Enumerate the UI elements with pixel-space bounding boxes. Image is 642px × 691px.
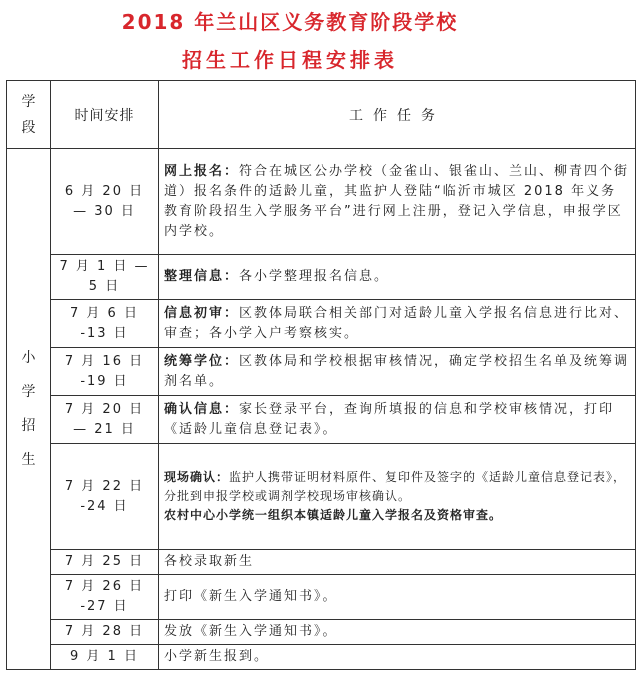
row-time: 7 月 22 日 -24 日: [51, 444, 159, 550]
task-label: 统筹学位：: [164, 353, 240, 369]
table-row: [7, 348, 636, 396]
row-task: [159, 645, 636, 670]
row-time: 7 月 26 日 -27 日: [51, 575, 159, 620]
task-label: 信息初审：: [164, 305, 240, 321]
table-row: [7, 149, 636, 255]
row-task: [159, 575, 636, 620]
table-row: [7, 550, 636, 575]
task-label: 确认信息：: [164, 401, 240, 417]
task-label: 整理信息：: [164, 269, 240, 284]
table-row: [7, 255, 636, 300]
row-time: 6 月 20 日 — 30 日: [51, 149, 159, 255]
document-subtitle: 招生工作日程安排表: [182, 48, 398, 72]
task-text: 小学新生报到。: [164, 649, 270, 664]
task-label: 网上报名：: [164, 163, 240, 179]
header-time: 时间安排: [51, 81, 159, 149]
row-time: 9 月 1 日: [51, 645, 159, 670]
schedule-table: [6, 80, 636, 670]
row-time: 7 月 1 日 —5 日: [51, 255, 159, 300]
row-task: [159, 396, 636, 444]
row-task: [159, 149, 636, 255]
table-row: [7, 575, 636, 620]
row-time: 7 月 6 日 -13 日: [51, 300, 159, 348]
row-task: [159, 444, 636, 550]
table-row: [7, 444, 636, 550]
task-text: 打印《新生入学通知书》。: [164, 589, 338, 604]
task-text: 家长登录平台，查询所填报的信息和学校审核情况，打印《适龄儿童信息登记表》。: [164, 401, 615, 437]
task-note: 农村中心小学统一组织本镇适龄儿童入学报名及资格审查。: [164, 508, 503, 522]
row-time: 7 月 28 日: [51, 620, 159, 645]
row-task: [159, 255, 636, 300]
row-task: [159, 620, 636, 645]
row-time: 7 月 20 日 — 21 日: [51, 396, 159, 444]
task-text: 发放《新生入学通知书》。: [164, 624, 338, 639]
row-task: [159, 550, 636, 575]
task-text: 符合在城区公办学校（金雀山、银雀山、兰山、柳青四个街道）报名条件的适龄儿童，其监护人登陆“临沂市城区 2018 年义务教育阶段招生入学服务平台”进行网上注册，登记入学信息，申报学区内学校。: [164, 163, 630, 239]
table-row: [7, 620, 636, 645]
task-text: 区教体局和学校根据审核情况，确定学校招生名单及统筹调剂名单。: [164, 353, 630, 389]
document-title: 2018 年兰山区义务教育阶段学校: [121, 10, 459, 34]
stage-cell: [7, 149, 51, 670]
task-text: 各小学整理报名信息。: [239, 269, 390, 284]
table-header-row: [7, 81, 636, 149]
row-task: [159, 348, 636, 396]
row-time: 7 月 25 日: [51, 550, 159, 575]
table-row: [7, 645, 636, 670]
task-label: 现场确认：: [164, 470, 230, 484]
header-stage: 学段: [7, 81, 51, 149]
row-time: 7 月 16 日 -19 日: [51, 348, 159, 396]
task-text: 各校录取新生: [164, 554, 255, 569]
table-row: [7, 396, 636, 444]
table-row: [7, 300, 636, 348]
row-task: [159, 300, 636, 348]
header-task: 工作任务: [159, 81, 636, 149]
stage-label: 小学招生: [21, 350, 36, 468]
task-text: 监护人携带证明材料原件、复印件及签字的《适龄儿童信息登记表》，分批到申报学校或调剂学校现场审核确认。: [164, 470, 627, 503]
task-text: 区教体局联合相关部门对适龄儿童入学报名信息进行比对、审查；各小学入户考察核实。: [164, 305, 630, 341]
